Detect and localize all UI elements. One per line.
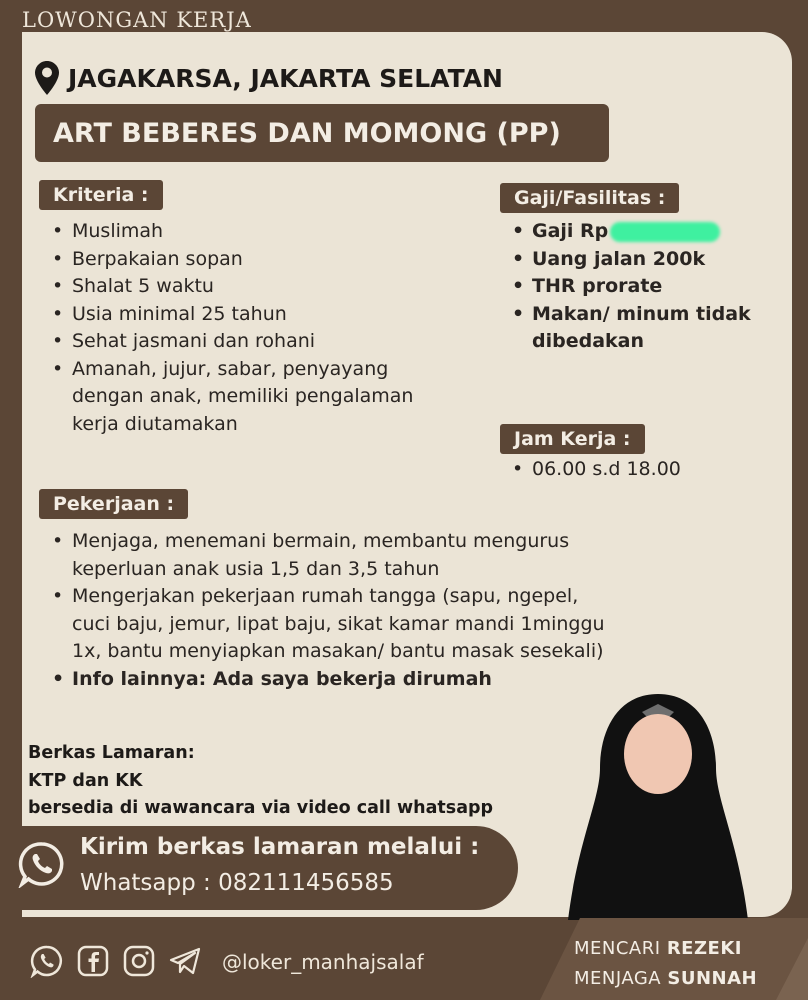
list-item [510, 218, 780, 246]
slogan-word: REZEKI [666, 938, 742, 959]
list-item: • Muslimah [50, 218, 430, 246]
jam-kerja-list [510, 456, 770, 484]
berkas-line1: KTP dan KK [28, 770, 143, 791]
location-pin-icon [34, 60, 60, 96]
berkas-line2: bersedia di wawancara via video call whatsapp [28, 798, 494, 818]
social-handle: @loker_manhajsalaf [222, 950, 424, 974]
social-icons [30, 944, 202, 978]
gaji-list [510, 218, 780, 356]
berkas-title: Berkas Lamaran: [28, 743, 195, 763]
location-row [34, 60, 503, 96]
slogan [574, 934, 757, 994]
facebook-icon[interactable] [76, 944, 110, 978]
list-item: • Shalat 5 waktu [50, 273, 430, 301]
list-item: • Uang jalan 200k [510, 246, 780, 274]
salary-redacted [610, 222, 720, 242]
instagram-icon[interactable] [122, 944, 156, 978]
list-item: • Amanah, jujur, sabar, penyayang dengan anak, memiliki pengalaman kerja diutamakan [50, 356, 430, 439]
list-item: • 06.00 s.d 18.00 [510, 456, 770, 484]
contact-title: Kirim berkas lamaran melalui : [80, 834, 480, 860]
whatsapp-icon[interactable] [18, 840, 66, 888]
list-item: • Makan/ minum tidak dibedakan [510, 301, 780, 356]
contact-number[interactable]: Whatsapp : 082111456585 [80, 870, 394, 896]
slogan-word: MENJAGA [574, 968, 662, 989]
berkas-section [28, 740, 493, 823]
salary-prefix: Gaji Rp [532, 220, 609, 242]
jam-kerja-label: Jam Kerja : [500, 424, 645, 454]
whatsapp-icon[interactable] [30, 944, 64, 978]
header-tab-label: LOWONGAN KERJA [22, 8, 252, 32]
list-item: • Info lainnya: Ada saya bekerja dirumah [50, 666, 610, 694]
list-item: • Sehat jasmani dan rohani [50, 328, 430, 356]
gaji-label: Gaji/Fasilitas : [500, 183, 679, 213]
kriteria-label: Kriteria : [39, 180, 163, 210]
telegram-icon[interactable] [168, 944, 202, 978]
list-item: • Berpakaian sopan [50, 246, 430, 274]
slogan-word: SUNNAH [667, 968, 758, 989]
hijab-woman-illustration [558, 690, 758, 922]
list-item: • Mengerjakan pekerjaan rumah tangga (sapu, ngepel, cuci baju, jemur, lipat baju, sikat kamar mandi 1minggu 1x, bantu menyiapkan masakan/ bantu masak sesekali) [50, 583, 610, 666]
pekerjaan-label: Pekerjaan : [39, 489, 188, 519]
job-title: ART BEBERES DAN MOMONG (PP) [35, 104, 609, 162]
slogan-word: MENCARI [574, 938, 661, 959]
list-item: • Usia minimal 25 tahun [50, 301, 430, 329]
list-item: • Menjaga, menemani bermain, membantu mengurus keperluan anak usia 1,5 dan 3,5 tahun [50, 528, 610, 583]
pekerjaan-list [50, 528, 610, 693]
location-text: JAGAKARSA, JAKARTA SELATAN [68, 63, 503, 93]
list-item: • THR prorate [510, 273, 780, 301]
kriteria-list [50, 218, 430, 438]
